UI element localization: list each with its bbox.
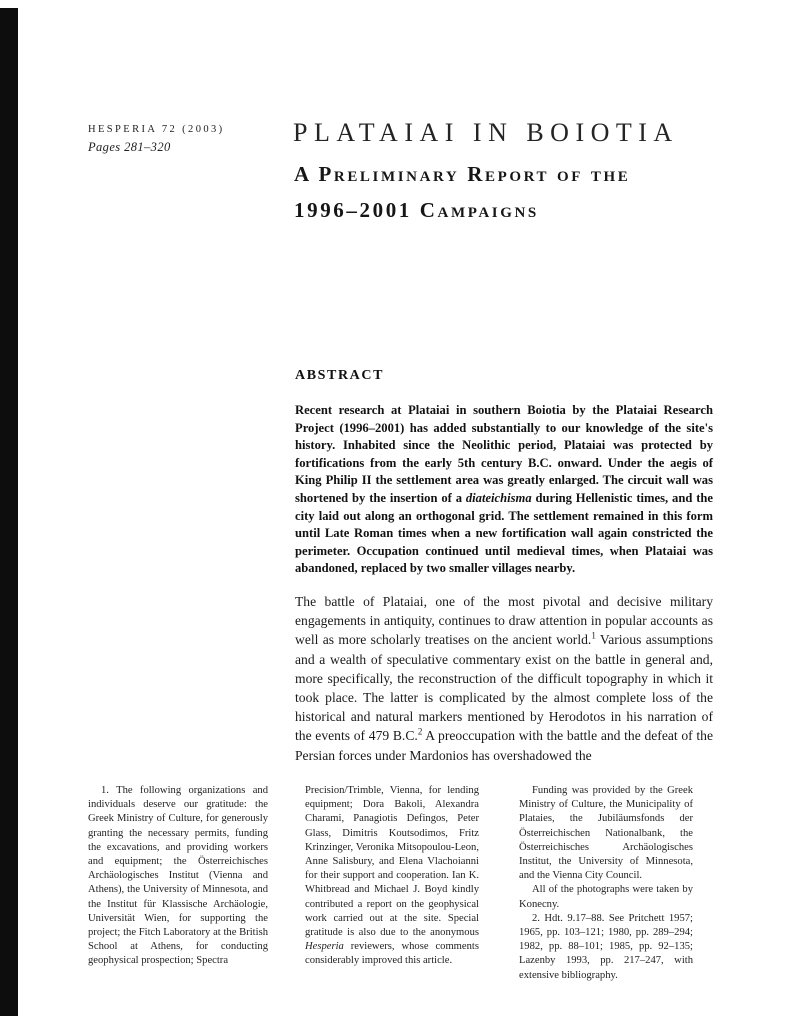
abstract-paragraph — [295, 402, 713, 578]
footnote-col2-italic: Hesperia — [305, 941, 344, 953]
footnote-column-2 — [305, 784, 479, 969]
body-text-part3: A preoccupation with the battle and the defeat of the Persian forces under Mardonios has overshadowed the — [295, 728, 714, 763]
footnote-funding-text: Funding was provided by the Greek Ministry of Culture, the Municipality of Plataies, the Jubiläumsfonds der Österreichischen Nationalbank, the Österreichisches Archäologisches Institut, the University of Minnesota, and the Vienna City Council. — [519, 785, 693, 882]
footnote-2-text: 2. Hdt. 9.17–88. See Pritchett 1957; 1965, pp. 103–121; 1980, pp. 289–294; 1982, pp. 88–101; 1985, pp. 92–135; Lazenby 1993, pp. 217–247, with extensive bibliography. — [519, 912, 693, 981]
body-text-part2: Various assumptions and a wealth of speculative commentary exist on the battle in general and, more specifically, the reconstruction of the difficult topography in which it took place. The latter is complicated by the almost complete loss of the historical and natural markers mentioned by Herodotos in his narration of the events of 479 B.C. — [295, 632, 713, 744]
abstract-text-part1: Recent research at Plataiai in southern Boiotia by the Plataiai Research Project (1996–2001) has added substantially to our knowledge of the site's history. Inhabited since the Neolithic period, Plataiai was protected by fortifications from the early 5th century B.C. onward. Under the aegis of King Philip II the settlement area was greatly enlarged. The circuit wall was shortened by the insertion of a — [295, 403, 713, 505]
footnote-photos-text: All of the photographs were taken by Konecny. — [519, 884, 693, 910]
footnote-ref-1: 1 — [591, 630, 596, 641]
abstract-heading: ABSTRACT — [295, 368, 385, 383]
body-paragraph — [295, 592, 713, 765]
journal-meta — [88, 124, 278, 155]
article-title: PLATAIAI IN BOIOTIA — [293, 118, 679, 147]
journal-header-line: HESPERIA 72 (2003) — [88, 124, 225, 135]
footnote-column-3 — [519, 784, 693, 983]
footnote-1-continued — [305, 784, 479, 969]
article-subtitle-line2: 1996–2001 Campaigns — [294, 198, 539, 222]
footnote-ref-2: 2 — [417, 726, 423, 737]
abstract-text-part2: during Hellenistic times, and the city laid out along an orthogonal grid. The settlement remained in this form until Late Roman times when a new fortification wall again constricted the perimeter. Occupation continued until medieval times, when Plataiai was abandoned, replaced by two smaller villages nearby. — [295, 490, 713, 576]
page-range-line: Pages 281–320 — [88, 140, 171, 154]
abstract-italic-term: diateichisma — [465, 490, 532, 505]
footnote-1-text: 1. The following organizations and individuals deserve our gratitude: the Greek Ministry of Culture, for generously granting the necessary permits, funding the excavations, and providing workers and equipment; the Österreichisches Archäologisches Institut (Vienna and Athens), the University of Minnesota, and the Institut für Klassische Archäologie, Universität Wien, for supporting the project; the Fitch Laboratory at the British School at Athens, for conducting geophysical prospection; Spectra — [88, 785, 268, 967]
article-subtitle-line1: A Preliminary Report of the — [294, 162, 631, 186]
footnote-column-1 — [88, 784, 268, 969]
left-margin-bar — [0, 8, 18, 1016]
body-text-part1: The battle of Plataiai, one of the most pivotal and decisive military engagements in antiquity, continues to draw attention in popular accounts as well as more scholarly treatises on the ancient world. — [295, 594, 713, 648]
footnote-col2-part2: reviewers, whose comments considerably improved this article. — [305, 941, 479, 967]
footnote-col2-part1: Precision/Trimble, Vienna, for lending equipment; Dora Bakoli, Alexandra Charami, Panagiotis Defingos, Peter Glass, Dimitris Koutsodimos, Fritz Krinzinger, Veronika Mitsopoulou-Leon, Anne Salisbury, and Elena Vlachoianni for their support and cooperation. Ian K. Whitbread and Michael J. Boyd kindly contributed a report on the geophysical work carried out at the site. Special gratitude is also due to the anonymous — [305, 785, 479, 939]
